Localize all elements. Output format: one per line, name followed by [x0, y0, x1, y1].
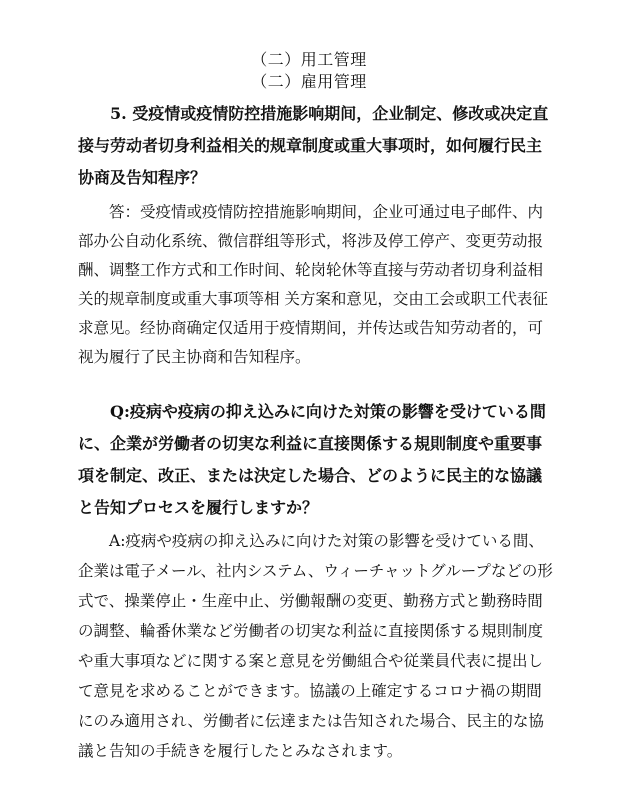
section-heading-chinese: （二）用工管理: [251, 50, 367, 69]
answer-chinese: 答：受疫情或疫情防控措施影响期间，企业可通过电子邮件、内部办公自动化系统、微信群组等形式，将涉及停工停产、变更劳动报酬、调整工作方式和工作时间、轮岗轮休等直接与劳动者切身利益相关的规章制度或重大事项等相 关方案和意见，交由工会或职工代表征求意见。经协商确定仅适用于疫情期间，并传达或告知劳动者的，可视为履行了民主协商和告知程序。: [78, 203, 548, 366]
question-japanese: Q:疫病や疫病の抑え込みに向けた対策の影響を受けている間に、企業が労働者の切実な利益に直接関係する規則制度や重要事項を制定、改正、または決定した場合、どのように民主的な協議と告知プロセスを履行しますか？: [78, 402, 546, 517]
question-chinese: 5. 受疫情或疫情防控措施影响期间，企业制定、修改或决定直接与劳动者切身利益相关的规章制度或重大事项时，如何履行民主协商及告知程序？: [78, 104, 549, 187]
section-heading-japanese: （二）雇用管理: [251, 72, 367, 91]
answer-japanese: A:疫病や疫病の抑え込みに向けた対策の影響を受けている間、企業は電子メール、社内システム、ウィーチャットグループなどの形式で、操業停止・生産中止、労働報酬の変更、勤務方式と勤務時間の調整、輪番休業など労働者の切実な利益に直接関係する規則制度や重大事項などに関する案と意見を労働組合や従業員代表に提出して意見を求めることができます。協議の上確定するコロナ禍の期間にのみ適用され、労働者に伝達または告知された場合、民主的な協議と告知の手続きを履行したとみなされます。: [78, 532, 553, 760]
